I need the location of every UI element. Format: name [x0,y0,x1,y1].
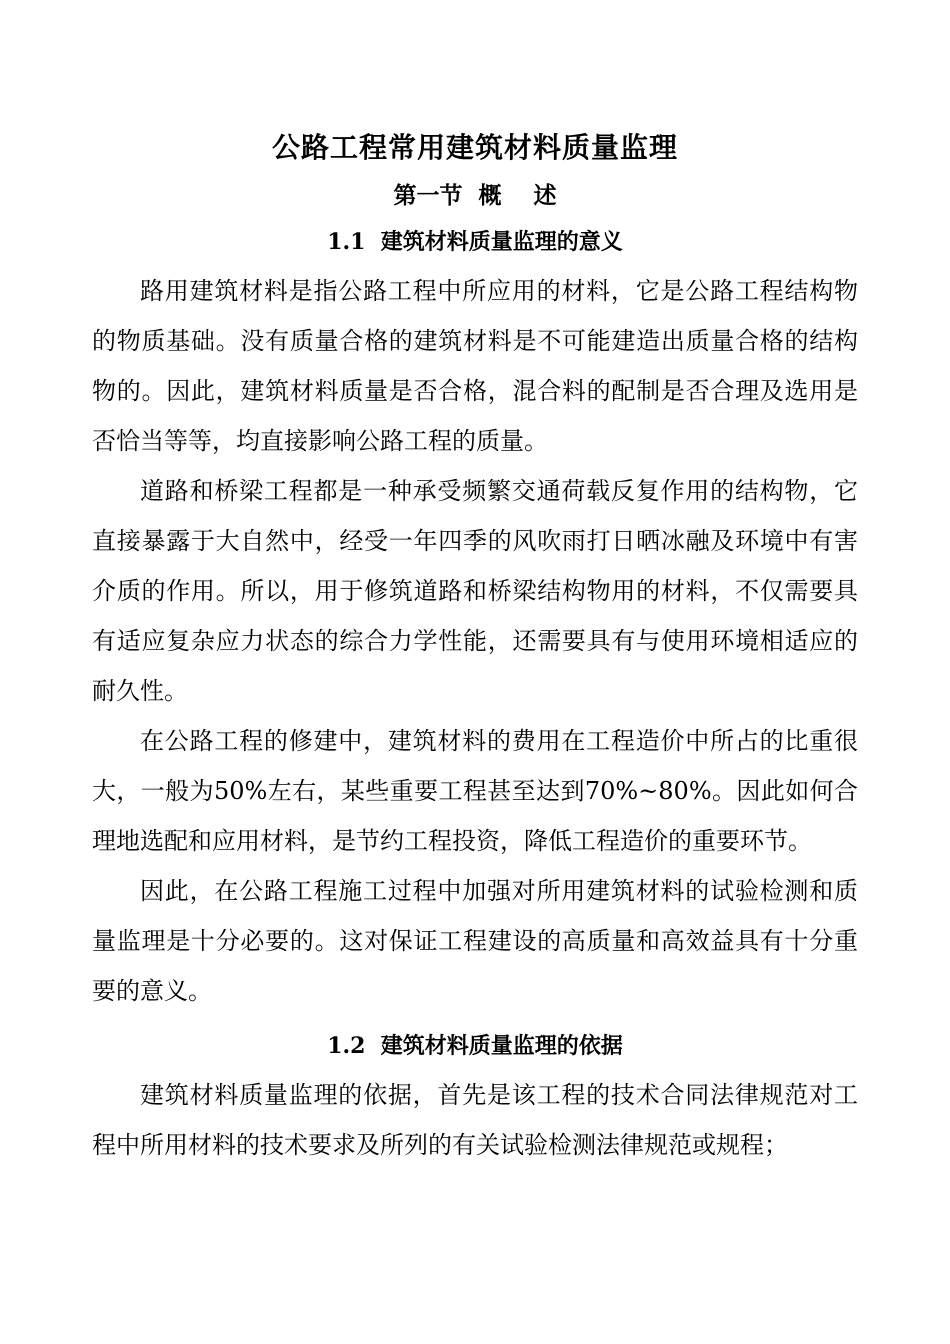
paragraph: 道路和桥梁工程都是一种承受频繁交通荷载反复作用的结构物，它直接暴露于大自然中，经受一年四季的风吹雨打日晒冰融及环境中有害介质的作用。所以，用于修筑道路和桥梁结构物用的材料，不仅需要具有适应复杂应力状态的综合力学性能，还需要具有与使用环境相适应的耐久性。 [92,477,858,705]
paragraph: 因此，在公路工程施工过程中加强对所用建筑材料的试验检测和质量监理是十分必要的。这对保证工程建设的高质量和高效益具有十分重要的意义。 [92,877,858,1005]
section-heading: 第一节 概 述 [393,182,557,209]
document-title: 公路工程常用建筑材料质量监理 [271,131,678,164]
paragraph: 路用建筑材料是指公路工程中所应用的材料，它是公路工程结构物的物质基础。没有质量合格的建筑材料是不可能建造出质量合格的结构物的。因此，建筑材料质量是否合格，混合料的配制是否合理及选用是否恰当等等，均直接影响公路工程的质量。 [92,277,858,455]
subsection-heading-1-2: 1.2 建筑材料质量监理的依据 [327,1033,623,1059]
document-page [92,128,858,1170]
paragraph: 建筑材料质量监理的依据，首先是该工程的技术合同法律规范对工程中所用材料的技术要求及所列的有关试验检测法律规范或规程； [92,1081,858,1159]
subsection-heading-1-1: 1.1 建筑材料质量监理的意义 [327,229,623,255]
paragraph: 在公路工程的修建中，建筑材料的费用在工程造价中所占的比重很大，一般为50%左右，某些重要工程甚至达到70%~80%。因此如何合理地选配和应用材料，是节约工程投资，降低工程造价的重要环节。 [92,727,858,855]
